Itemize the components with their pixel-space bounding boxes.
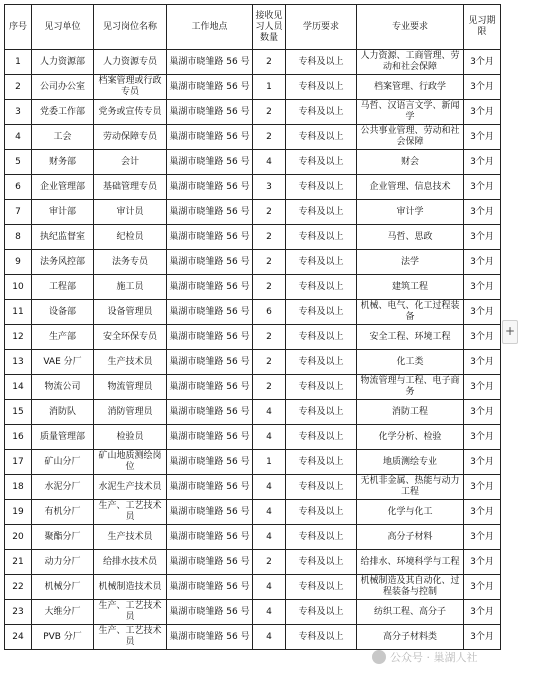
cell-duration: 3个月 — [464, 75, 501, 100]
cell-major: 化学分析、检验 — [357, 425, 464, 450]
cell-position: 机械制造技术员 — [94, 575, 167, 600]
cell-position: 生产、工艺技术员 — [94, 500, 167, 525]
cell-unit: 企业管理部 — [32, 175, 94, 200]
cell-major: 化学与化工 — [357, 500, 464, 525]
cell-index: 8 — [5, 225, 32, 250]
cell-unit: 法务风控部 — [32, 250, 94, 275]
cell-position: 给排水技术员 — [94, 550, 167, 575]
cell-location: 巢湖市晓雏路 56 号 — [167, 175, 253, 200]
cell-location: 巢湖市晓雏路 56 号 — [167, 400, 253, 425]
cell-position: 消防管理员 — [94, 400, 167, 425]
table-header-row — [5, 5, 501, 50]
cell-location: 巢湖市晓雏路 56 号 — [167, 575, 253, 600]
cell-duration: 3个月 — [464, 275, 501, 300]
cell-duration: 3个月 — [464, 475, 501, 500]
cell-index: 13 — [5, 350, 32, 375]
cell-location: 巢湖市晓雏路 56 号 — [167, 375, 253, 400]
cell-quota: 1 — [253, 450, 286, 475]
cell-education: 专科及以上 — [286, 100, 357, 125]
cell-quota: 2 — [253, 200, 286, 225]
cell-location: 巢湖市晓雏路 56 号 — [167, 200, 253, 225]
cell-index: 22 — [5, 575, 32, 600]
cell-index: 1 — [5, 50, 32, 75]
cell-duration: 3个月 — [464, 375, 501, 400]
header-major: 专业要求 — [357, 5, 464, 50]
table-row — [5, 400, 501, 425]
cell-major: 马哲、汉语言文学、新闻学 — [357, 100, 464, 125]
cell-unit: 矿山分厂 — [32, 450, 94, 475]
table-row — [5, 600, 501, 625]
table-row — [5, 375, 501, 400]
cell-position: 审计员 — [94, 200, 167, 225]
cell-quota: 4 — [253, 525, 286, 550]
cell-major: 财会 — [357, 150, 464, 175]
cell-duration: 3个月 — [464, 325, 501, 350]
cell-unit: 消防队 — [32, 400, 94, 425]
cell-unit: 财务部 — [32, 150, 94, 175]
cell-duration: 3个月 — [464, 450, 501, 475]
cell-education: 专科及以上 — [286, 500, 357, 525]
cell-location: 巢湖市晓雏路 56 号 — [167, 125, 253, 150]
cell-major: 公共事业管理、劳动和社会保障 — [357, 125, 464, 150]
cell-position: 党务或宣传专员 — [94, 100, 167, 125]
table-row — [5, 150, 501, 175]
cell-index: 19 — [5, 500, 32, 525]
cell-unit: 聚酯分厂 — [32, 525, 94, 550]
cell-major: 档案管理、行政学 — [357, 75, 464, 100]
cell-position: 物流管理员 — [94, 375, 167, 400]
cell-major: 地质测绘专业 — [357, 450, 464, 475]
cell-education: 专科及以上 — [286, 450, 357, 475]
cell-index: 10 — [5, 275, 32, 300]
cell-quota: 3 — [253, 175, 286, 200]
cell-position: 水泥生产技术员 — [94, 475, 167, 500]
cell-quota: 2 — [253, 100, 286, 125]
cell-education: 专科及以上 — [286, 300, 357, 325]
document-page — [4, 4, 500, 650]
cell-unit: 物流公司 — [32, 375, 94, 400]
cell-duration: 3个月 — [464, 125, 501, 150]
cell-major: 高分子材料 — [357, 525, 464, 550]
cell-index: 12 — [5, 325, 32, 350]
header-quota: 接收见习人员数量 — [253, 5, 286, 50]
cell-education: 专科及以上 — [286, 350, 357, 375]
cell-duration: 3个月 — [464, 225, 501, 250]
cell-location: 巢湖市晓雏路 56 号 — [167, 300, 253, 325]
cell-unit: 工程部 — [32, 275, 94, 300]
cell-location: 巢湖市晓雏路 56 号 — [167, 475, 253, 500]
cell-quota: 2 — [253, 250, 286, 275]
cell-quota: 2 — [253, 50, 286, 75]
cell-unit: 审计部 — [32, 200, 94, 225]
cell-quota: 2 — [253, 125, 286, 150]
cell-unit: 设备部 — [32, 300, 94, 325]
cell-index: 2 — [5, 75, 32, 100]
cell-quota: 4 — [253, 150, 286, 175]
cell-education: 专科及以上 — [286, 125, 357, 150]
cell-major: 人力资源、工商管理、劳动和社会保障 — [357, 50, 464, 75]
cell-quota: 4 — [253, 500, 286, 525]
cell-position: 施工员 — [94, 275, 167, 300]
table-row — [5, 500, 501, 525]
cell-unit: 水泥分厂 — [32, 475, 94, 500]
cell-position: 矿山地质测绘岗位 — [94, 450, 167, 475]
cell-location: 巢湖市晓雏路 56 号 — [167, 250, 253, 275]
cell-location: 巢湖市晓雏路 56 号 — [167, 350, 253, 375]
cell-major: 法学 — [357, 250, 464, 275]
cell-position: 检验员 — [94, 425, 167, 450]
cell-education: 专科及以上 — [286, 175, 357, 200]
table-row — [5, 575, 501, 600]
cell-education: 专科及以上 — [286, 400, 357, 425]
cell-unit: 有机分厂 — [32, 500, 94, 525]
cell-education: 专科及以上 — [286, 475, 357, 500]
cell-quota: 2 — [253, 350, 286, 375]
cell-index: 23 — [5, 600, 32, 625]
table-row — [5, 525, 501, 550]
wechat-icon — [372, 650, 386, 664]
table-row — [5, 50, 501, 75]
cell-position: 人力资源专员 — [94, 50, 167, 75]
internship-positions-table — [4, 4, 501, 650]
cell-quota: 4 — [253, 625, 286, 650]
cell-education: 专科及以上 — [286, 425, 357, 450]
cell-education: 专科及以上 — [286, 200, 357, 225]
table-row — [5, 325, 501, 350]
cell-position: 档案管理或行政专员 — [94, 75, 167, 100]
cell-location: 巢湖市晓雏路 56 号 — [167, 50, 253, 75]
cell-education: 专科及以上 — [286, 150, 357, 175]
cell-position: 生产技术员 — [94, 350, 167, 375]
cell-duration: 3个月 — [464, 350, 501, 375]
cell-duration: 3个月 — [464, 150, 501, 175]
header-unit: 见习单位 — [32, 5, 94, 50]
cell-major: 化工类 — [357, 350, 464, 375]
cell-unit: 工会 — [32, 125, 94, 150]
cell-position: 基础管理专员 — [94, 175, 167, 200]
cell-quota: 4 — [253, 575, 286, 600]
cell-duration: 3个月 — [464, 550, 501, 575]
cell-index: 20 — [5, 525, 32, 550]
table-row — [5, 250, 501, 275]
table-row — [5, 350, 501, 375]
cell-quota: 4 — [253, 400, 286, 425]
cell-index: 14 — [5, 375, 32, 400]
table-row — [5, 100, 501, 125]
header-index: 序号 — [5, 5, 32, 50]
cell-duration: 3个月 — [464, 50, 501, 75]
table-row — [5, 200, 501, 225]
cell-quota: 6 — [253, 300, 286, 325]
cell-location: 巢湖市晓雏路 56 号 — [167, 525, 253, 550]
cell-index: 17 — [5, 450, 32, 475]
header-location: 工作地点 — [167, 5, 253, 50]
cell-major: 机械制造及其自动化、过程装备与控制 — [357, 575, 464, 600]
cell-duration: 3个月 — [464, 500, 501, 525]
cell-duration: 3个月 — [464, 300, 501, 325]
cell-unit: 动力分厂 — [32, 550, 94, 575]
cell-duration: 3个月 — [464, 200, 501, 225]
cell-index: 7 — [5, 200, 32, 225]
cell-education: 专科及以上 — [286, 250, 357, 275]
cell-quota: 4 — [253, 475, 286, 500]
cell-unit: 执纪监督室 — [32, 225, 94, 250]
cell-index: 3 — [5, 100, 32, 125]
cell-unit: 人力资源部 — [32, 50, 94, 75]
cell-unit: 党委工作部 — [32, 100, 94, 125]
cell-location: 巢湖市晓雏路 56 号 — [167, 425, 253, 450]
cell-location: 巢湖市晓雏路 56 号 — [167, 225, 253, 250]
cell-unit: 质量管理部 — [32, 425, 94, 450]
cell-duration: 3个月 — [464, 250, 501, 275]
cell-index: 18 — [5, 475, 32, 500]
cell-unit: 机械分厂 — [32, 575, 94, 600]
cell-major: 马哲、思政 — [357, 225, 464, 250]
cell-location: 巢湖市晓雏路 56 号 — [167, 600, 253, 625]
cell-major: 机械、电气、化工过程装备 — [357, 300, 464, 325]
cell-major: 审计学 — [357, 200, 464, 225]
cell-education: 专科及以上 — [286, 375, 357, 400]
cell-education: 专科及以上 — [286, 325, 357, 350]
cell-index: 6 — [5, 175, 32, 200]
cell-location: 巢湖市晓雏路 56 号 — [167, 150, 253, 175]
header-education: 学历要求 — [286, 5, 357, 50]
cell-unit: 公司办公室 — [32, 75, 94, 100]
cell-location: 巢湖市晓雏路 56 号 — [167, 325, 253, 350]
cell-duration: 3个月 — [464, 525, 501, 550]
cell-quota: 4 — [253, 600, 286, 625]
cell-education: 专科及以上 — [286, 275, 357, 300]
cell-major: 无机非金属、热能与动力工程 — [357, 475, 464, 500]
cell-position: 法务专员 — [94, 250, 167, 275]
watermark-text: 公众号 · 巢湖人社 — [390, 651, 478, 664]
cell-position: 安全环保专员 — [94, 325, 167, 350]
cell-duration: 3个月 — [464, 100, 501, 125]
cell-major: 企业管理、信息技术 — [357, 175, 464, 200]
cell-position: 设备管理员 — [94, 300, 167, 325]
cell-major: 消防工程 — [357, 400, 464, 425]
cell-education: 专科及以上 — [286, 575, 357, 600]
cell-index: 21 — [5, 550, 32, 575]
cell-major: 给排水、环境科学与工程 — [357, 550, 464, 575]
cell-location: 巢湖市晓雏路 56 号 — [167, 275, 253, 300]
cell-index: 24 — [5, 625, 32, 650]
header-position: 见习岗位名称 — [94, 5, 167, 50]
cell-location: 巢湖市晓雏路 56 号 — [167, 625, 253, 650]
cell-location: 巢湖市晓雏路 56 号 — [167, 75, 253, 100]
cell-duration: 3个月 — [464, 400, 501, 425]
cell-index: 4 — [5, 125, 32, 150]
cell-duration: 3个月 — [464, 175, 501, 200]
cell-position: 生产技术员 — [94, 525, 167, 550]
cell-education: 专科及以上 — [286, 50, 357, 75]
cell-location: 巢湖市晓雏路 56 号 — [167, 100, 253, 125]
cell-location: 巢湖市晓雏路 56 号 — [167, 450, 253, 475]
cell-index: 9 — [5, 250, 32, 275]
cell-quota: 2 — [253, 375, 286, 400]
cell-quota: 1 — [253, 75, 286, 100]
table-row — [5, 175, 501, 200]
cell-position: 纪检员 — [94, 225, 167, 250]
cell-position: 生产、工艺技术员 — [94, 625, 167, 650]
table-row — [5, 75, 501, 100]
cell-position: 生产、工艺技术员 — [94, 600, 167, 625]
cell-major: 纺织工程、高分子 — [357, 600, 464, 625]
cell-education: 专科及以上 — [286, 600, 357, 625]
table-row — [5, 550, 501, 575]
cell-location: 巢湖市晓雏路 56 号 — [167, 550, 253, 575]
cell-quota: 2 — [253, 325, 286, 350]
table-row — [5, 300, 501, 325]
cell-quota: 2 — [253, 550, 286, 575]
cell-unit: 大维分厂 — [32, 600, 94, 625]
cell-duration: 3个月 — [464, 425, 501, 450]
cell-location: 巢湖市晓雏路 56 号 — [167, 500, 253, 525]
table-row — [5, 225, 501, 250]
cell-major: 建筑工程 — [357, 275, 464, 300]
table-row — [5, 475, 501, 500]
cell-education: 专科及以上 — [286, 625, 357, 650]
header-duration: 见习期限 — [464, 5, 501, 50]
cell-unit: VAE 分厂 — [32, 350, 94, 375]
cell-major: 物流管理与工程、电子商务 — [357, 375, 464, 400]
cell-index: 5 — [5, 150, 32, 175]
table-row — [5, 625, 501, 650]
watermark — [372, 648, 522, 666]
cell-education: 专科及以上 — [286, 550, 357, 575]
cell-duration: 3个月 — [464, 625, 501, 650]
cell-quota: 2 — [253, 225, 286, 250]
cell-education: 专科及以上 — [286, 75, 357, 100]
cell-education: 专科及以上 — [286, 225, 357, 250]
cell-position: 会计 — [94, 150, 167, 175]
cell-quota: 4 — [253, 425, 286, 450]
cell-duration: 3个月 — [464, 600, 501, 625]
table-row — [5, 450, 501, 475]
cell-unit: 生产部 — [32, 325, 94, 350]
cell-major: 安全工程、环境工程 — [357, 325, 464, 350]
cell-education: 专科及以上 — [286, 525, 357, 550]
cell-position: 劳动保障专员 — [94, 125, 167, 150]
table-row — [5, 425, 501, 450]
cell-index: 11 — [5, 300, 32, 325]
expand-button[interactable]: + — [502, 320, 518, 344]
cell-major: 高分子材料类 — [357, 625, 464, 650]
cell-unit: PVB 分厂 — [32, 625, 94, 650]
table-row — [5, 275, 501, 300]
cell-duration: 3个月 — [464, 575, 501, 600]
cell-quota: 2 — [253, 275, 286, 300]
cell-index: 16 — [5, 425, 32, 450]
cell-index: 15 — [5, 400, 32, 425]
table-row — [5, 125, 501, 150]
